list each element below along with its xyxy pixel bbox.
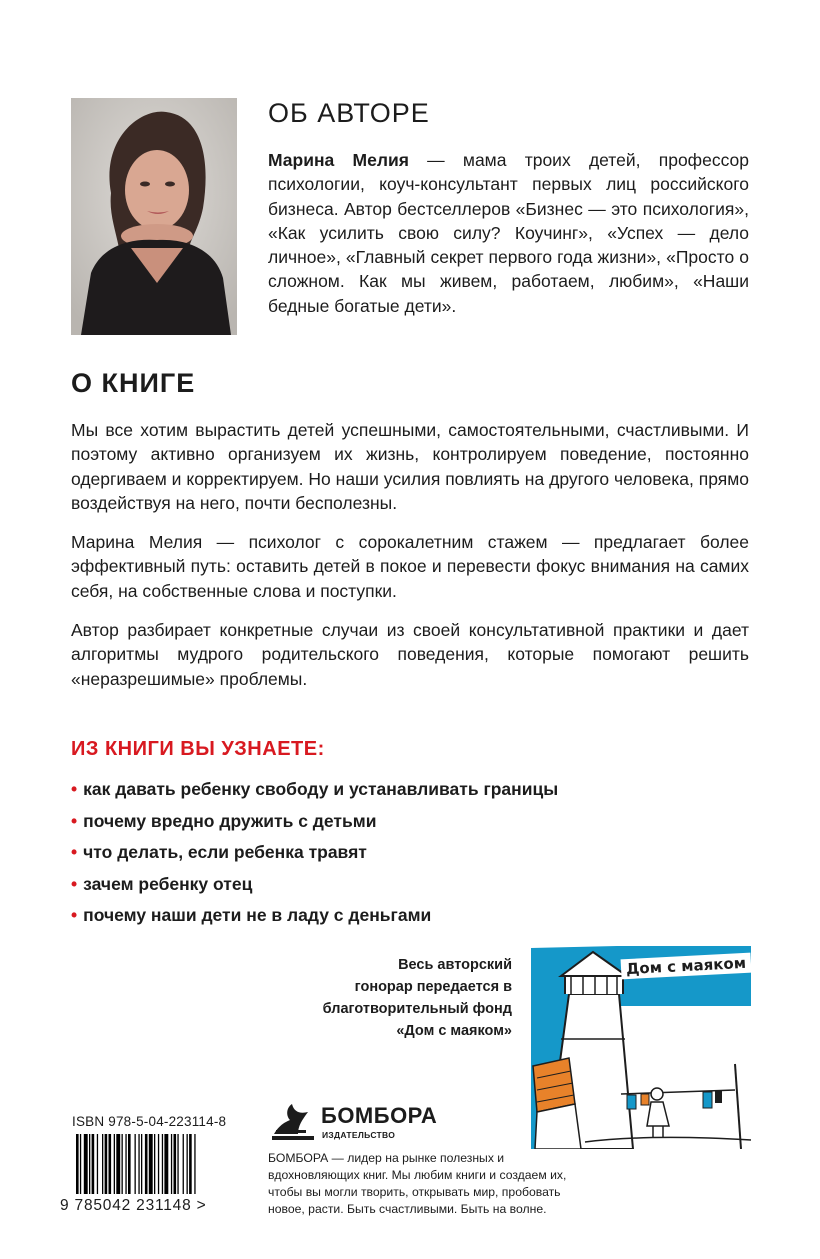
bullet-icon: • [71, 873, 78, 894]
donation-note [290, 954, 512, 1042]
author-photo [71, 98, 237, 335]
barcode-bar [183, 1134, 184, 1194]
barcode-bar [76, 1134, 79, 1194]
dom-s-mayakom-logo [529, 944, 753, 1149]
isbn-label: ISBN 978-5-04-223114-8 [72, 1114, 227, 1129]
barcode-bar [141, 1134, 142, 1194]
donation-line: гонорар передается в [354, 979, 512, 995]
list-item-text: почему вредно дружить с детьми [83, 810, 377, 831]
bullet-icon: • [71, 905, 78, 925]
barcode-bar [145, 1134, 148, 1194]
about-book-heading: О КНИГЕ [71, 368, 196, 398]
list-item [71, 872, 751, 904]
barcode-bar [162, 1134, 163, 1194]
book-paragraph: Автор разбирает конкретные случаи из своей консультативной практики и дает алгоритмы мудрого родительского поведения, которые помогают решить «неразрешимые» проблемы. [71, 620, 749, 689]
barcode-bar [89, 1134, 90, 1194]
list-item [71, 777, 751, 809]
barcode [72, 1134, 242, 1194]
bullet-icon: • [71, 779, 78, 799]
publisher-description: БОМБОРА — лидер на рынке полезных и вдохновляющих книг. Мы любим книги и создаем их, чтобы вы могли творить, открывать мир, пробовать новое, расти. Быть счастливыми. Быть на волне. [268, 1151, 567, 1216]
barcode-bar [109, 1134, 112, 1194]
book-description [71, 418, 749, 706]
barcode-bar [122, 1134, 123, 1194]
barcode-bar [187, 1134, 188, 1194]
list-item-text: как давать ребенку свободу и устанавливать границы [83, 779, 559, 799]
barcode-bar [158, 1134, 159, 1194]
book-paragraph: Мы все хотим вырастить детей успешными, самостоятельными, счастливыми. И поэтому активно организуем их жизнь, контролируем поведение, постоянно одергиваем и корректируем. Но наши усилия повлиять на другого человека, прямо воздействуя на него, почти бесполезны. [71, 420, 749, 513]
publisher-subtitle: ИЗДАТЕЛЬСТВО [322, 1130, 396, 1140]
publisher-name: БОМБОРА [321, 1103, 438, 1128]
barcode-bar [194, 1134, 195, 1194]
barcode-bar [135, 1134, 136, 1194]
list-item-text: почему наши дети не в ладу с деньгами [83, 905, 432, 925]
author-name: Марина Мелия [268, 150, 409, 170]
learn-list [71, 777, 751, 935]
list-item [71, 903, 751, 935]
barcode-bar [116, 1134, 120, 1194]
barcode-bar [138, 1134, 139, 1194]
barcode-bar [125, 1134, 126, 1194]
barcode-bar [102, 1134, 103, 1194]
bombora-wave-icon [268, 1098, 318, 1142]
donation-line: «Дом с маяком» [396, 1023, 512, 1039]
donation-line: Весь авторский [398, 957, 512, 973]
book-paragraph: Марина Мелия — психолог с сорокалетним стажем — предлагает более эффективный путь: оставить детей в покое и перевести фокус внимания на самих себя, на собственные слова и поступки. [71, 532, 749, 601]
barcode-bar [105, 1134, 108, 1194]
donation-line: благотворительный фонд [322, 1001, 512, 1017]
barcode-digits: 9 785042 231148 > [60, 1197, 207, 1214]
bullet-icon: • [71, 810, 78, 831]
barcode-bar [189, 1134, 192, 1194]
barcode-bar [97, 1134, 98, 1194]
author-bio-text: — мама троих детей, профессор психологии, коуч-консультант первых лиц российского бизнеса. Автор бестселлеров «Бизнес — это психология», «Как усилить свою силу? Коучинг», «Успех — дело личное», «Главный секрет первого года жизни», «Просто о сложном. Как мы живем, работаем, любим», «Наши бедные богатые дети». [268, 150, 749, 316]
barcode-bar [171, 1134, 172, 1194]
mayak-logo-text: Дом с маяком [621, 953, 752, 980]
barcode-bar [128, 1134, 131, 1194]
barcode-bar [80, 1134, 81, 1194]
list-item-text: зачем ребенку отец [83, 873, 253, 894]
barcode-bar [84, 1134, 88, 1194]
author-bio [268, 148, 749, 318]
list-item [71, 840, 751, 872]
barcode-bar [149, 1134, 153, 1194]
list-item [71, 809, 751, 841]
about-author-heading: ОБ АВТОРЕ [268, 98, 430, 128]
bullet-icon: • [71, 842, 78, 862]
barcode-bar [174, 1134, 177, 1194]
barcode-bar [114, 1134, 115, 1194]
barcode-bar [92, 1134, 95, 1194]
barcode-bar [177, 1134, 178, 1194]
list-item-text: что делать, если ребенка травят [83, 842, 367, 862]
learn-heading: ИЗ КНИГИ ВЫ УЗНАЕТЕ: [71, 738, 325, 760]
barcode-bar [164, 1134, 168, 1194]
barcode-bar [154, 1134, 155, 1194]
